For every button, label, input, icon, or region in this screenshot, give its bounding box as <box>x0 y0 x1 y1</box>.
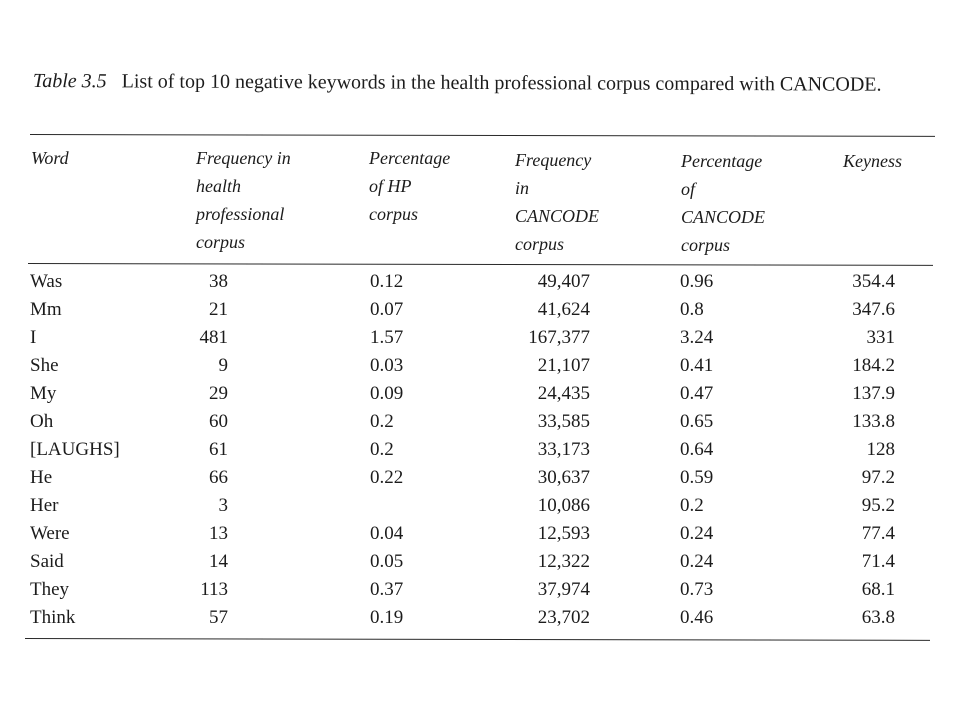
cell-pct-cancode: 0.2 <box>680 495 704 516</box>
cell-pct-cancode: 0.24 <box>680 551 714 572</box>
header-line: Percentage <box>369 148 451 168</box>
cell-freq-cancode: 33,585 <box>537 411 590 432</box>
cell-freq-hp: 66 <box>209 467 228 488</box>
cell-pct-cancode: 0.65 <box>680 411 714 432</box>
cell-pct-hp: 0.2 <box>370 439 394 460</box>
cell-keyness: 77.4 <box>861 523 895 544</box>
table-body <box>0 268 960 632</box>
table-row <box>0 492 960 520</box>
cell-freq-cancode: 33,173 <box>537 439 590 460</box>
header-freq-cancode <box>515 146 599 258</box>
cell-word: Said <box>30 551 64 572</box>
cell-freq-hp: 57 <box>209 607 228 628</box>
cell-freq-cancode: 167,377 <box>528 327 590 348</box>
header-freq-hp <box>196 144 291 256</box>
cell-keyness: 95.2 <box>861 495 895 516</box>
cell-word: My <box>30 383 57 404</box>
cell-freq-hp: 13 <box>209 523 228 544</box>
cell-word: Think <box>30 607 76 628</box>
cell-freq-cancode: 41,624 <box>537 299 590 320</box>
cell-pct-hp: 1.57 <box>370 327 404 348</box>
cell-freq-cancode: 37,974 <box>537 579 590 600</box>
cell-freq-hp: 14 <box>209 551 228 572</box>
table-row <box>0 296 960 324</box>
table-row <box>0 576 960 604</box>
cell-keyness: 133.8 <box>852 411 895 432</box>
header-rule <box>28 263 933 266</box>
header-line: corpus <box>681 235 730 255</box>
cell-freq-cancode: 49,407 <box>537 271 590 292</box>
cell-pct-hp: 0.07 <box>370 299 404 320</box>
table-caption <box>33 68 938 99</box>
cell-freq-hp: 61 <box>209 439 228 460</box>
cell-freq-hp: 9 <box>218 355 228 376</box>
cell-word: I <box>30 327 37 348</box>
header-line: corpus <box>196 232 245 252</box>
table-row <box>0 464 960 492</box>
cell-word: Were <box>30 523 70 544</box>
cell-word: He <box>30 467 53 488</box>
cell-freq-hp: 38 <box>209 271 228 292</box>
header-line: Word <box>31 148 69 168</box>
cell-freq-cancode: 24,435 <box>537 383 590 404</box>
header-word <box>31 144 69 172</box>
table-row <box>0 436 960 464</box>
header-pct-cancode <box>681 147 765 259</box>
bottom-rule <box>25 638 930 641</box>
header-line: in <box>515 178 530 198</box>
cell-pct-cancode: 0.24 <box>680 523 714 544</box>
cell-freq-hp: 113 <box>200 579 228 600</box>
cell-keyness: 68.1 <box>861 579 895 600</box>
cell-freq-cancode: 30,637 <box>537 467 590 488</box>
header-line: Frequency <box>515 150 592 170</box>
cell-freq-cancode: 21,107 <box>537 355 590 376</box>
cell-pct-cancode: 0.96 <box>680 271 714 292</box>
cell-pct-hp: 0.04 <box>370 523 404 544</box>
cell-pct-cancode: 0.73 <box>680 579 714 600</box>
header-line: corpus <box>369 204 418 224</box>
cell-pct-hp: 0.12 <box>370 271 404 292</box>
cell-pct-hp: 0.19 <box>370 607 404 628</box>
cell-keyness: 128 <box>866 439 895 460</box>
header-line: of <box>681 179 696 199</box>
table-row <box>0 604 960 632</box>
cell-keyness: 184.2 <box>852 355 895 376</box>
header-line: corpus <box>515 234 564 254</box>
cell-word: Oh <box>30 411 54 432</box>
cell-pct-hp: 0.37 <box>370 579 404 600</box>
cell-pct-cancode: 0.8 <box>680 299 704 320</box>
cell-freq-cancode: 23,702 <box>537 607 590 628</box>
cell-pct-cancode: 0.47 <box>680 383 714 404</box>
table-row <box>0 380 960 408</box>
cell-pct-hp: 0.05 <box>370 551 404 572</box>
table-row <box>0 408 960 436</box>
cell-pct-hp: 0.2 <box>370 411 394 432</box>
cell-pct-hp: 0.22 <box>370 467 404 488</box>
header-line: CANCODE <box>681 207 766 227</box>
table-row <box>0 520 960 548</box>
cell-keyness: 331 <box>866 327 895 348</box>
cell-pct-cancode: 3.24 <box>680 327 714 348</box>
cell-word: They <box>30 579 70 600</box>
cell-freq-hp: 60 <box>209 411 228 432</box>
header-keyness <box>843 147 902 175</box>
cell-keyness: 347.6 <box>852 299 895 320</box>
cell-word: Her <box>30 495 59 516</box>
table-row <box>0 352 960 380</box>
cell-word: She <box>30 355 59 376</box>
cell-word: Mm <box>30 299 62 320</box>
cell-keyness: 71.4 <box>861 551 895 572</box>
header-line: Keyness <box>843 151 902 171</box>
header-line: CANCODE <box>515 206 600 226</box>
cell-pct-cancode: 0.46 <box>680 607 714 628</box>
table-row <box>0 548 960 576</box>
cell-keyness: 137.9 <box>852 383 895 404</box>
cell-keyness: 97.2 <box>861 467 895 488</box>
cell-freq-hp: 3 <box>218 495 228 516</box>
header-pct-hp <box>369 144 450 228</box>
cell-pct-cancode: 0.41 <box>680 355 714 376</box>
cell-freq-hp: 481 <box>199 327 228 348</box>
header-line: Frequency in <box>196 148 291 168</box>
table-row <box>0 268 960 296</box>
caption-text: List of top 10 negative keywords in the health professional corpus compared with CANCODE. <box>121 70 882 96</box>
cell-pct-cancode: 0.59 <box>680 467 714 488</box>
header-line: of HP <box>369 176 412 196</box>
table-row <box>0 324 960 352</box>
cell-freq-cancode: 12,593 <box>537 523 590 544</box>
cell-pct-cancode: 0.64 <box>680 439 714 460</box>
cell-freq-cancode: 12,322 <box>537 551 590 572</box>
cell-pct-hp: 0.03 <box>370 355 404 376</box>
cell-freq-hp: 29 <box>209 383 228 404</box>
header-line: health <box>196 176 241 196</box>
cell-freq-cancode: 10,086 <box>537 495 590 516</box>
cell-word: [LAUGHS] <box>30 439 120 460</box>
cell-pct-hp: 0.09 <box>370 383 404 404</box>
cell-word: Was <box>30 271 63 292</box>
cell-keyness: 354.4 <box>852 271 895 292</box>
table-number: Table 3.5 <box>32 69 107 93</box>
header-line: professional <box>196 204 285 224</box>
header-line: Percentage <box>681 151 763 171</box>
cell-freq-hp: 21 <box>209 299 228 320</box>
top-rule <box>30 134 935 137</box>
cell-keyness: 63.8 <box>861 607 895 628</box>
